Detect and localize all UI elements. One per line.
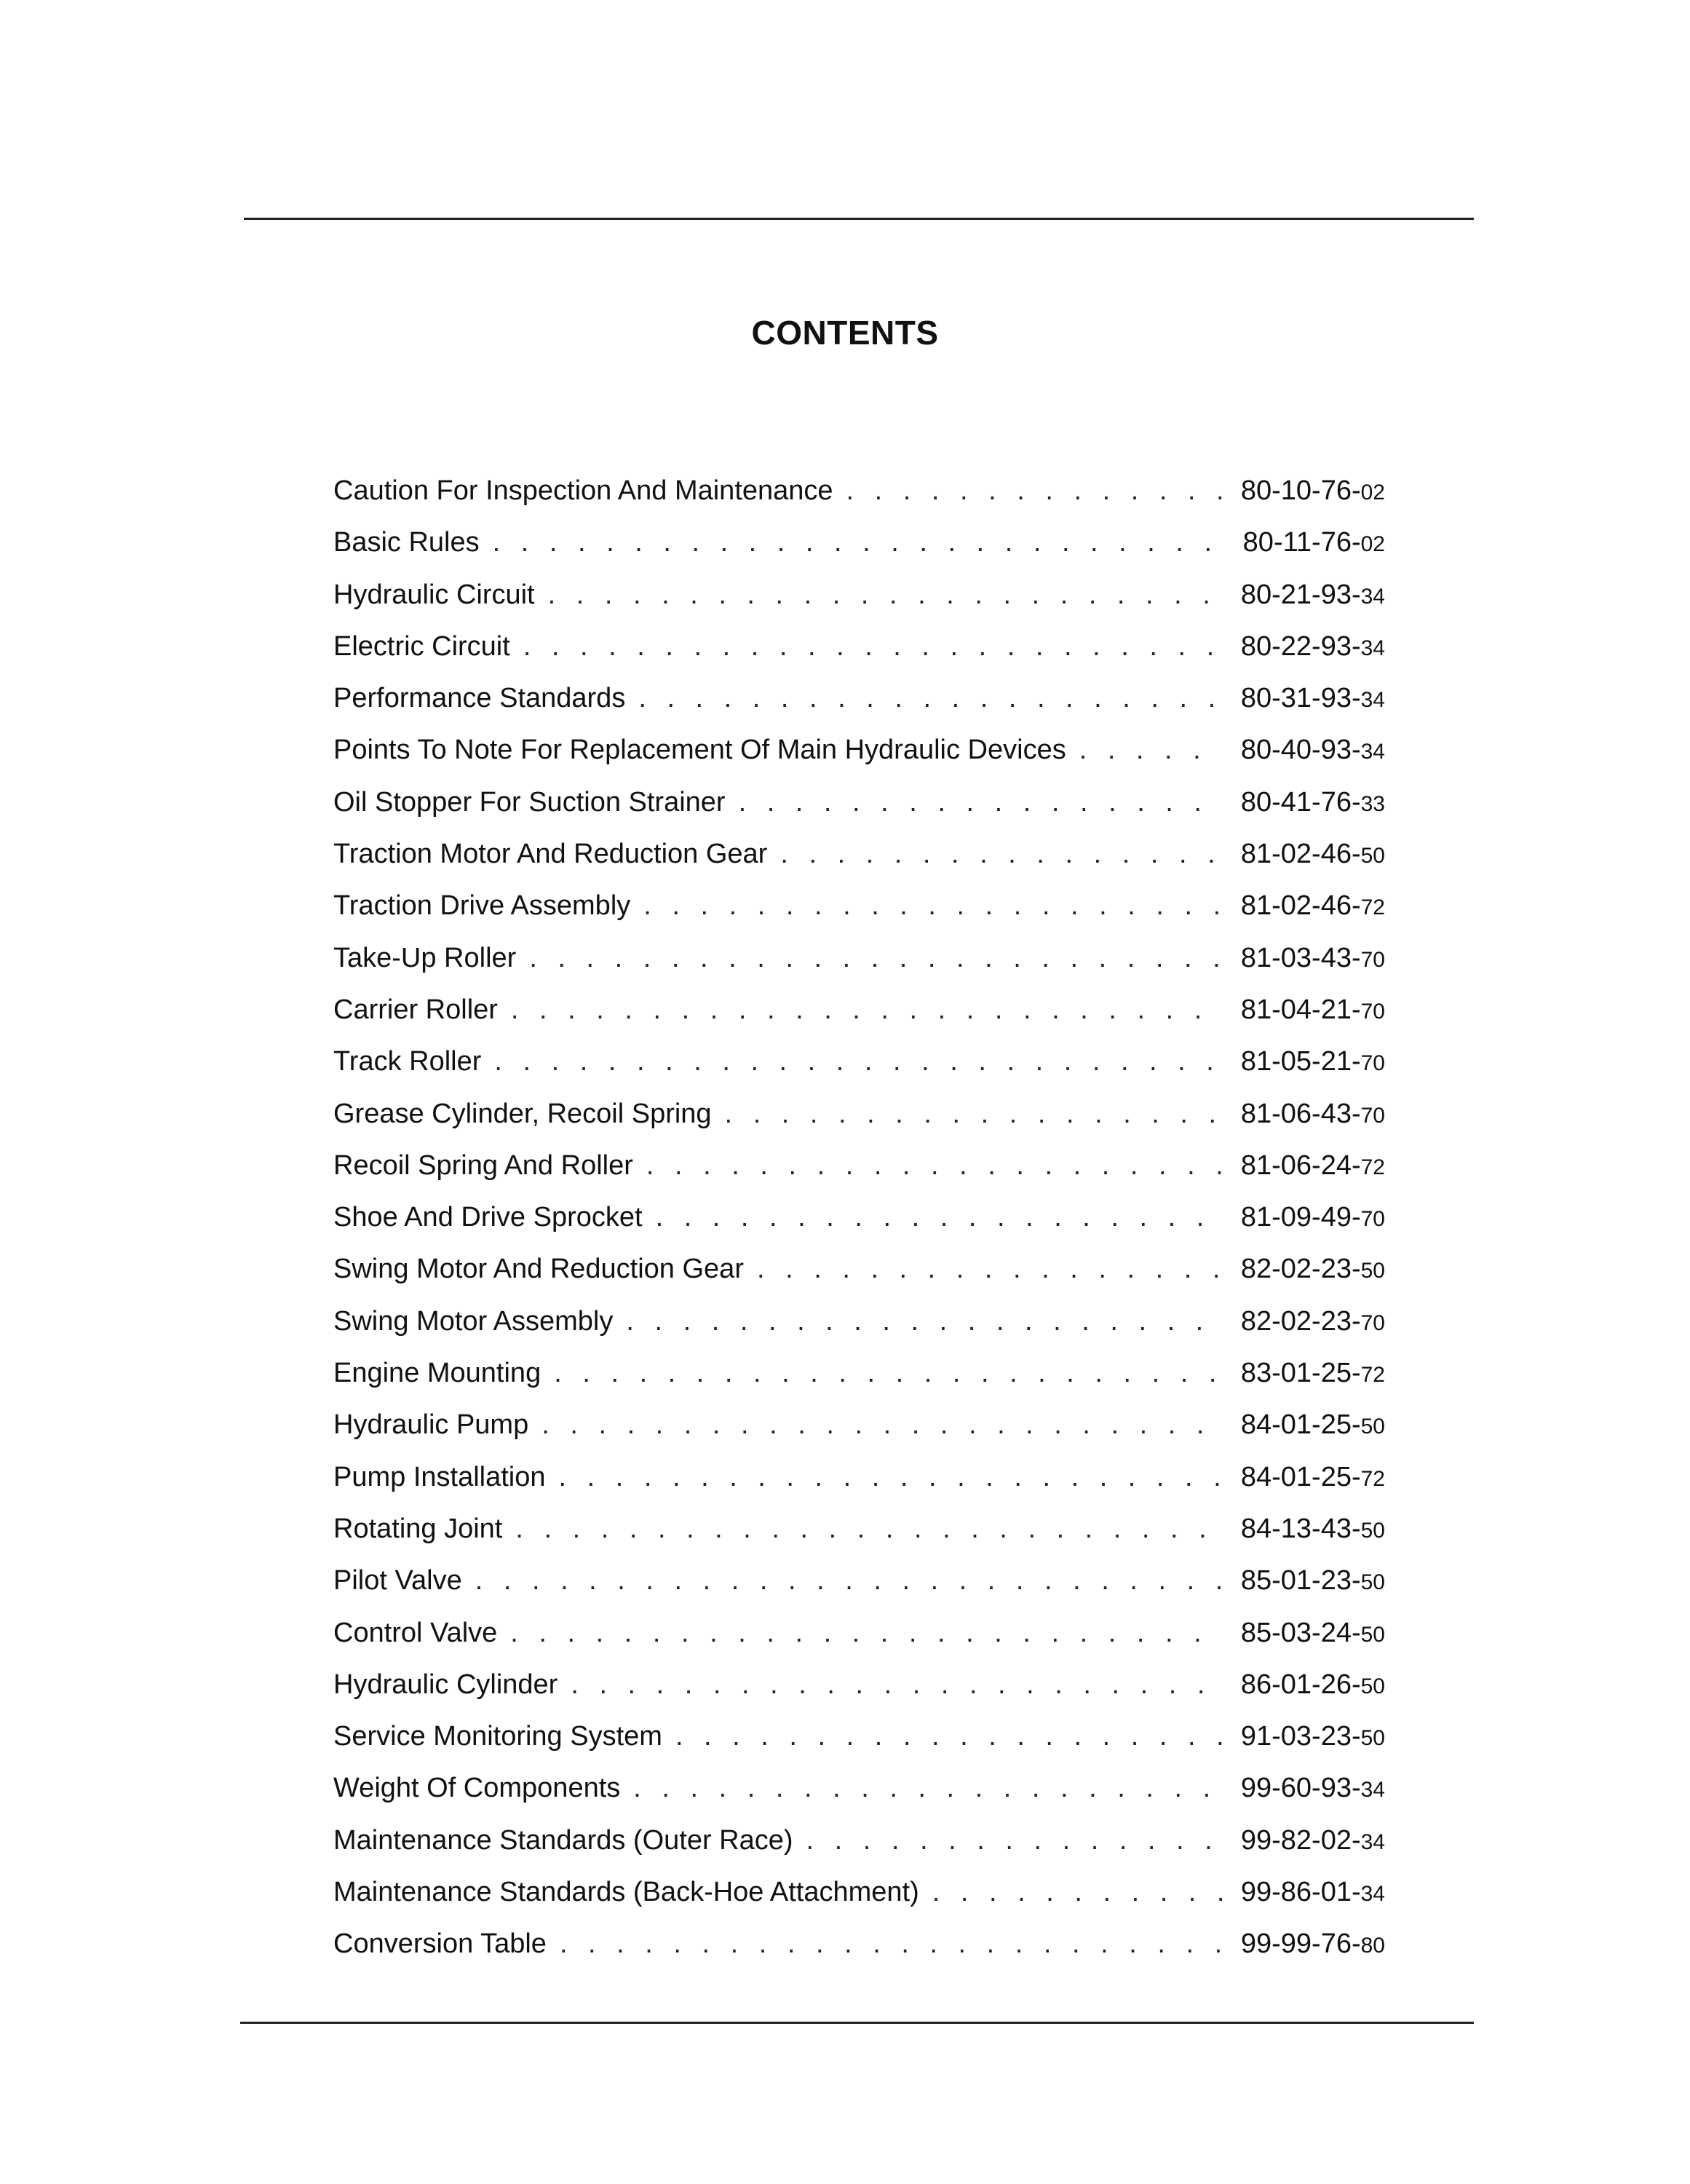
toc-row[interactable] [333,475,1385,526]
toc-entry-title: Traction Drive Assembly [333,890,631,922]
dot-leader [559,1461,1224,1493]
toc-row[interactable] [333,1564,1385,1616]
page-title: CONTENTS [751,314,939,352]
toc-row[interactable] [333,526,1385,578]
toc-entry-title: Swing Motor Assembly [333,1305,614,1337]
toc-row[interactable] [333,734,1385,786]
toc-entry-title: Swing Motor And Reduction Gear [333,1254,744,1285]
toc-entry-page: 80-21-93-34 [1240,579,1385,610]
dot-leader [515,1513,1223,1545]
toc-row[interactable] [333,1150,1385,1201]
toc-entry-page: 80-10-76-02 [1240,475,1385,506]
toc-entry-title: Hydraulic Circuit [333,579,535,610]
toc-entry-page: 84-13-43-50 [1240,1513,1385,1544]
toc-entry-title: Performance Standards [333,683,626,714]
toc-row[interactable] [333,579,1385,630]
toc-entry-page: 85-03-24-50 [1240,1617,1385,1648]
dot-leader [548,579,1223,611]
dot-leader [643,890,1223,922]
toc-entry-page: 81-09-49-70 [1240,1202,1385,1233]
dot-leader [806,1824,1223,1856]
toc-entry-page: 99-86-01-34 [1240,1877,1385,1908]
toc-entry-title: Maintenance Standards (Back-Hoe Attachment) [333,1877,919,1908]
toc-entry-title: Engine Mounting [333,1358,541,1389]
toc-entry-page: 81-06-24-72 [1240,1150,1385,1181]
toc-entry-page: 81-06-43-70 [1240,1098,1385,1129]
toc-entry-title: Pilot Valve [333,1565,462,1597]
toc-entry-page: 91-03-23-50 [1240,1721,1385,1752]
toc-row[interactable] [333,1720,1385,1772]
top-rule [244,218,1474,220]
toc-row[interactable] [333,1824,1385,1876]
toc-entry-page: 81-03-43-70 [1240,942,1385,973]
toc-row[interactable] [333,1253,1385,1305]
toc-row[interactable] [333,1409,1385,1460]
dot-leader [1079,734,1223,766]
toc-entry-title: Oil Stopper For Suction Strainer [333,786,726,818]
toc-entry-page: 80-31-93-34 [1240,683,1385,714]
toc-entry-page: 84-01-25-72 [1240,1461,1385,1492]
dot-leader [932,1876,1223,1908]
toc-entry-title: Maintenance Standards (Outer Race) [333,1824,793,1856]
toc-entry-page: 99-82-02-34 [1240,1824,1385,1856]
toc-entry-title: Control Valve [333,1617,498,1648]
toc-row[interactable] [333,1357,1385,1409]
toc-row[interactable] [333,1513,1385,1564]
toc-row[interactable] [333,1617,1385,1669]
toc-entry-title: Pump Installation [333,1461,546,1492]
toc-entry-title: Carrier Roller [333,994,498,1025]
toc-entry-title: Hydraulic Pump [333,1409,529,1441]
toc-entry-page: 81-02-46-50 [1240,839,1385,870]
toc-row[interactable] [333,1045,1385,1097]
toc-entry-page: 85-01-23-50 [1240,1565,1385,1597]
toc-row[interactable] [333,890,1385,941]
toc-row[interactable] [333,994,1385,1045]
toc-entry-page: 99-99-76-80 [1240,1928,1385,1960]
toc-entry-page: 80-41-76-33 [1240,786,1385,818]
toc-entry-title: Hydraulic Cylinder [333,1669,558,1700]
toc-row[interactable] [333,1305,1385,1357]
toc-row[interactable] [333,630,1385,682]
dot-leader [571,1669,1223,1701]
dot-leader [541,1409,1223,1441]
toc-entry-page: 80-11-76-02 [1242,527,1385,558]
toc-entry-title: Basic Rules [333,527,480,558]
toc-row[interactable] [333,1098,1385,1150]
dot-leader [656,1201,1223,1233]
toc-entry-title: Track Roller [333,1046,482,1077]
toc-row[interactable] [333,786,1385,838]
toc-entry-page: 83-01-25-72 [1240,1358,1385,1389]
toc-entry-page: 86-01-26-50 [1240,1669,1385,1700]
toc-row[interactable] [333,1461,1385,1513]
toc-entry-title: Recoil Spring And Roller [333,1150,633,1181]
toc-entry-title: Rotating Joint [333,1513,503,1544]
toc-entry-title: Service Monitoring System [333,1721,662,1752]
dot-leader [739,786,1223,818]
dot-leader [725,1098,1223,1130]
dot-leader [523,630,1223,662]
toc-entry-title: Electric Circuit [333,630,510,662]
dot-leader [646,1150,1223,1182]
toc-row[interactable] [333,942,1385,994]
toc-row[interactable] [333,682,1385,734]
toc-row[interactable] [333,1928,1385,1979]
toc-row[interactable] [333,1669,1385,1720]
dot-leader [633,1772,1223,1804]
toc-entry-page: 81-04-21-70 [1240,994,1385,1025]
dot-leader [554,1357,1223,1389]
toc-entry-page: 99-60-93-34 [1240,1773,1385,1804]
dot-leader [780,838,1223,870]
toc-entry-title: Traction Motor And Reduction Gear [333,839,768,870]
dot-leader [493,526,1223,558]
toc-entry-title: Weight Of Components [333,1773,621,1804]
dot-leader [511,994,1223,1026]
toc-entry-title: Caution For Inspection And Maintenance [333,475,833,506]
dot-leader [494,1045,1223,1077]
dot-leader [475,1564,1223,1597]
dot-leader [675,1720,1223,1752]
toc-entry-page: 80-22-93-34 [1240,630,1385,662]
dot-leader [757,1253,1223,1285]
dot-leader [626,1305,1223,1337]
toc-entry-page: 80-40-93-34 [1240,735,1385,766]
toc-row[interactable] [333,1201,1385,1253]
dot-leader [529,942,1223,974]
dot-leader [510,1617,1223,1649]
toc-row[interactable] [333,838,1385,890]
table-of-contents [333,475,1385,1980]
toc-entry-page: 81-02-46-72 [1240,890,1385,922]
toc-entry-title: Take-Up Roller [333,942,517,973]
toc-entry-title: Points To Note For Replacement Of Main Hydraulic Devices [333,735,1066,766]
dot-leader [560,1928,1223,1960]
toc-row[interactable] [333,1876,1385,1928]
toc-entry-page: 82-02-23-70 [1240,1305,1385,1337]
dot-leader [638,682,1223,714]
toc-entry-page: 82-02-23-50 [1240,1254,1385,1285]
bottom-rule [240,2022,1474,2024]
toc-entry-page: 81-05-21-70 [1240,1046,1385,1077]
toc-row[interactable] [333,1772,1385,1824]
toc-entry-page: 84-01-25-50 [1240,1409,1385,1441]
toc-entry-title: Grease Cylinder, Recoil Spring [333,1098,712,1129]
toc-entry-title: Shoe And Drive Sprocket [333,1202,643,1233]
dot-leader [846,475,1223,507]
toc-entry-title: Conversion Table [333,1928,547,1960]
